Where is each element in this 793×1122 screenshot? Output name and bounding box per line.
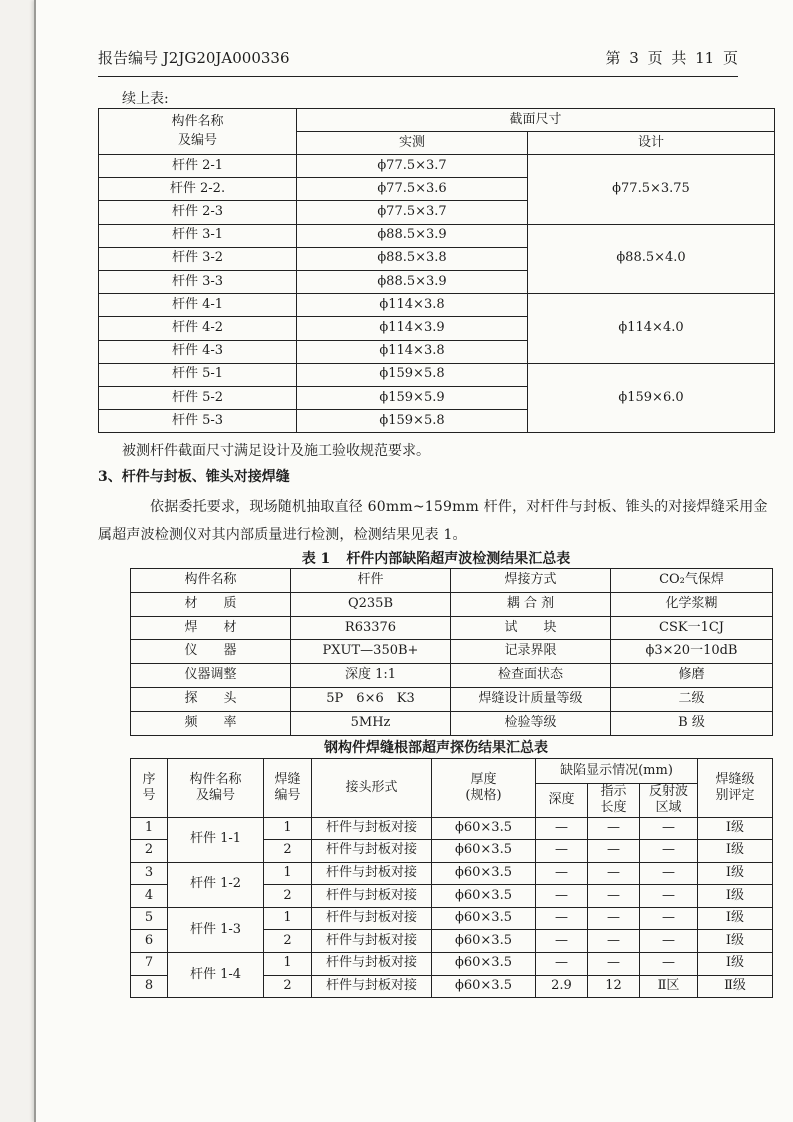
- col-grade-l2: 别评定: [715, 787, 755, 803]
- reflection-area-cell: —: [640, 817, 698, 840]
- param-label: 仪器调整: [131, 664, 291, 688]
- member-cell: 杆件 4-2: [99, 317, 297, 340]
- joint-type-cell: 杆件与封板对接: [312, 953, 432, 976]
- depth-cell: —: [536, 840, 588, 863]
- joint-type-cell: 杆件与封板对接: [312, 930, 432, 953]
- member-cell: 杆件 2-3: [99, 201, 297, 224]
- header-section-size: 截面尺寸: [297, 109, 775, 132]
- param-value: 5P 6×6 K3: [291, 687, 451, 711]
- param-value: 二级: [611, 687, 773, 711]
- report-number: 报告编号 J2JG20JA000336: [98, 49, 290, 67]
- member-name-cell: 杆件 1-2: [168, 862, 264, 907]
- indicated-length-cell: —: [588, 907, 640, 930]
- seq-cell: 8: [131, 975, 168, 998]
- header-measured: 实测: [297, 132, 528, 155]
- seq-cell: 2: [131, 840, 168, 863]
- table1-title: 杆件内部缺陷超声波检测结果汇总表: [346, 551, 571, 567]
- reflection-area-cell: —: [640, 930, 698, 953]
- member-cell: 杆件 4-3: [99, 340, 297, 363]
- member-cell: 杆件 3-2: [99, 247, 297, 270]
- member-cell: 杆件 2-1: [99, 155, 297, 178]
- param-label: 焊接方式: [451, 569, 611, 593]
- param-row: [131, 592, 773, 616]
- grade-cell: Ⅰ级: [698, 840, 773, 863]
- param-value: R63376: [291, 616, 451, 640]
- measured-cell: ϕ159×5.8: [297, 363, 528, 386]
- weld-no-cell: 1: [264, 817, 312, 840]
- result-row: [131, 817, 773, 840]
- param-label: 检查面状态: [451, 664, 611, 688]
- col-weld-l2: 编号: [274, 787, 301, 803]
- weld-results-table: [130, 758, 773, 998]
- col-reflection-area-l1: 反射波: [648, 784, 688, 799]
- member-name-cell: 杆件 1-4: [168, 953, 264, 998]
- thickness-cell: ϕ60×3.5: [432, 862, 536, 885]
- thickness-cell: ϕ60×3.5: [432, 975, 536, 998]
- document-page: [34, 0, 793, 1122]
- reflection-area-cell: —: [640, 840, 698, 863]
- reflection-area-cell: —: [640, 862, 698, 885]
- col-member: [168, 759, 264, 818]
- weld-no-cell: 1: [264, 953, 312, 976]
- continued-label: 续上表:: [122, 91, 169, 107]
- weld-no-cell: 2: [264, 840, 312, 863]
- col-joint: 接头形式: [312, 759, 432, 818]
- col-indicated-length: [588, 784, 640, 818]
- design-cell: ϕ88.5×4.0: [528, 224, 775, 294]
- param-row: [131, 569, 773, 593]
- col-thickness: [432, 759, 536, 818]
- indicated-length-cell: —: [588, 817, 640, 840]
- weld-no-cell: 1: [264, 907, 312, 930]
- thickness-cell: ϕ60×3.5: [432, 885, 536, 908]
- param-label: 试 块: [451, 616, 611, 640]
- measured-cell: ϕ88.5×3.8: [297, 247, 528, 270]
- param-label: 焊 材: [131, 616, 291, 640]
- col-weld: [264, 759, 312, 818]
- grade-cell: Ⅰ级: [698, 817, 773, 840]
- reflection-area-cell: —: [640, 953, 698, 976]
- joint-type-cell: 杆件与封板对接: [312, 862, 432, 885]
- col-member-l2: 及编号: [195, 787, 235, 803]
- param-label: 频 率: [131, 711, 291, 735]
- param-value: CO₂气保焊: [611, 569, 773, 593]
- member-cell: 杆件 4-1: [99, 294, 297, 317]
- col-reflection-area: [640, 784, 698, 818]
- grade-cell: Ⅰ级: [698, 953, 773, 976]
- header-member-line2: 及编号: [177, 132, 217, 148]
- col-grade-l1: 焊缝级: [715, 771, 755, 787]
- indicated-length-cell: —: [588, 885, 640, 908]
- header-member-line1: 构件名称: [171, 113, 224, 129]
- thickness-cell: ϕ60×3.5: [432, 840, 536, 863]
- test-parameters-table: [130, 568, 773, 736]
- result-row: [131, 953, 773, 976]
- thickness-cell: ϕ60×3.5: [432, 817, 536, 840]
- measured-cell: ϕ77.5×3.7: [297, 155, 528, 178]
- col-indicated-length-l1: 指示: [600, 784, 627, 799]
- grade-cell: Ⅰ级: [698, 930, 773, 953]
- col-seq-l2: 号: [142, 787, 156, 803]
- weld-no-cell: 2: [264, 930, 312, 953]
- weld-no-cell: 1: [264, 862, 312, 885]
- col-thickness-l2: (规格): [465, 787, 502, 803]
- param-value: 化学浆糊: [611, 592, 773, 616]
- measured-cell: ϕ159×5.9: [297, 386, 528, 409]
- thickness-cell: ϕ60×3.5: [432, 930, 536, 953]
- param-value: ϕ3×20一10dB: [611, 640, 773, 664]
- table1-number: 表 1: [301, 551, 331, 567]
- measured-cell: ϕ77.5×3.6: [297, 178, 528, 201]
- param-label: 探 头: [131, 687, 291, 711]
- depth-cell: —: [536, 930, 588, 953]
- reflection-area-cell: Ⅱ区: [640, 975, 698, 998]
- measured-cell: ϕ114×3.8: [297, 294, 528, 317]
- param-value: B 级: [611, 711, 773, 735]
- param-label: 材 质: [131, 592, 291, 616]
- param-value: 修磨: [611, 664, 773, 688]
- seq-cell: 1: [131, 817, 168, 840]
- header-design: 设计: [528, 132, 775, 155]
- table1-caption: [98, 548, 774, 568]
- grade-cell: Ⅱ级: [698, 975, 773, 998]
- depth-cell: —: [536, 817, 588, 840]
- design-cell: ϕ159×6.0: [528, 363, 775, 433]
- depth-cell: 2.9: [536, 975, 588, 998]
- param-row: [131, 640, 773, 664]
- col-weld-l1: 焊缝: [274, 771, 301, 787]
- depth-cell: —: [536, 885, 588, 908]
- member-cell: 杆件 5-2: [99, 386, 297, 409]
- param-label: 记录界限: [451, 640, 611, 664]
- page-number: 第 3 页 共 11 页: [605, 49, 738, 67]
- dimension-row: [99, 294, 775, 317]
- param-row: [131, 616, 773, 640]
- measured-cell: ϕ114×3.9: [297, 317, 528, 340]
- header-member: [99, 109, 297, 155]
- member-cell: 杆件 5-3: [99, 410, 297, 433]
- col-seq: [131, 759, 168, 818]
- joint-type-cell: 杆件与封板对接: [312, 885, 432, 908]
- param-label: 耦 合 剂: [451, 592, 611, 616]
- param-label: 检验等级: [451, 711, 611, 735]
- col-thickness-l1: 厚度: [470, 771, 497, 787]
- joint-type-cell: 杆件与封板对接: [312, 840, 432, 863]
- indicated-length-cell: 12: [588, 975, 640, 998]
- col-seq-l1: 序: [142, 771, 156, 787]
- param-value: Q235B: [291, 592, 451, 616]
- joint-type-cell: 杆件与封板对接: [312, 907, 432, 930]
- param-value: 深度 1:1: [291, 664, 451, 688]
- result-row: [131, 862, 773, 885]
- member-name-cell: 杆件 1-3: [168, 907, 264, 952]
- measured-cell: ϕ88.5×3.9: [297, 224, 528, 247]
- param-value: 杆件: [291, 569, 451, 593]
- thickness-cell: ϕ60×3.5: [432, 953, 536, 976]
- dimension-row: [99, 363, 775, 386]
- indicated-length-cell: —: [588, 930, 640, 953]
- section-dimension-table: [98, 108, 775, 433]
- seq-cell: 4: [131, 885, 168, 908]
- param-row: [131, 687, 773, 711]
- header-divider: [98, 76, 738, 77]
- col-defect-group: 缺陷显示情况(mm): [536, 759, 698, 784]
- design-cell: ϕ114×4.0: [528, 294, 775, 364]
- member-cell: 杆件 3-1: [99, 224, 297, 247]
- indicated-length-cell: —: [588, 862, 640, 885]
- results-caption: 钢构件焊缝根部超声探伤结果汇总表: [324, 740, 548, 756]
- joint-type-cell: 杆件与封板对接: [312, 817, 432, 840]
- param-value: PXUT—350B+: [291, 640, 451, 664]
- param-label: 仪 器: [131, 640, 291, 664]
- param-label: 焊缝设计质量等级: [451, 687, 611, 711]
- grade-cell: Ⅰ级: [698, 885, 773, 908]
- measured-cell: ϕ88.5×3.9: [297, 270, 528, 293]
- param-row: [131, 664, 773, 688]
- reflection-area-cell: —: [640, 885, 698, 908]
- design-cell: ϕ77.5×3.75: [528, 155, 775, 225]
- col-depth: 深度: [536, 784, 588, 818]
- dimension-row: [99, 224, 775, 247]
- thickness-cell: ϕ60×3.5: [432, 907, 536, 930]
- member-name-cell: 杆件 1-1: [168, 817, 264, 862]
- dimension-row: [99, 155, 775, 178]
- seq-cell: 7: [131, 953, 168, 976]
- section-paragraph: 依据委托要求，现场随机抽取直径 60mm~159mm 杆件，对杆件与封板、锥头的对接焊缝采用金属超声波检测仪对其内部质量进行检测，检测结果见表 1。: [98, 499, 768, 543]
- measured-cell: ϕ159×5.8: [297, 410, 528, 433]
- col-reflection-area-l2: 区域: [655, 800, 682, 816]
- depth-cell: —: [536, 953, 588, 976]
- result-row: [131, 907, 773, 930]
- reflection-area-cell: —: [640, 907, 698, 930]
- measured-cell: ϕ77.5×3.7: [297, 201, 528, 224]
- member-cell: 杆件 3-3: [99, 270, 297, 293]
- indicated-length-cell: —: [588, 840, 640, 863]
- col-indicated-length-l2: 长度: [600, 800, 627, 816]
- weld-no-cell: 2: [264, 885, 312, 908]
- conclusion-text: 被测杆件截面尺寸满足设计及施工验收规范要求。: [122, 443, 430, 459]
- section-heading: 3、杆件与封板、锥头对接焊缝: [98, 469, 290, 485]
- member-cell: 杆件 5-1: [99, 363, 297, 386]
- grade-cell: Ⅰ级: [698, 907, 773, 930]
- param-value: CSK一1CJ: [611, 616, 773, 640]
- measured-cell: ϕ114×3.8: [297, 340, 528, 363]
- member-cell: 杆件 2-2.: [99, 178, 297, 201]
- param-row: [131, 711, 773, 735]
- joint-type-cell: 杆件与封板对接: [312, 975, 432, 998]
- col-member-l1: 构件名称: [189, 771, 242, 787]
- col-grade: [698, 759, 773, 818]
- param-value: 5MHz: [291, 711, 451, 735]
- depth-cell: —: [536, 907, 588, 930]
- depth-cell: —: [536, 862, 588, 885]
- param-label: 构件名称: [131, 569, 291, 593]
- weld-no-cell: 2: [264, 975, 312, 998]
- indicated-length-cell: —: [588, 953, 640, 976]
- seq-cell: 3: [131, 862, 168, 885]
- grade-cell: Ⅰ级: [698, 862, 773, 885]
- seq-cell: 5: [131, 907, 168, 930]
- seq-cell: 6: [131, 930, 168, 953]
